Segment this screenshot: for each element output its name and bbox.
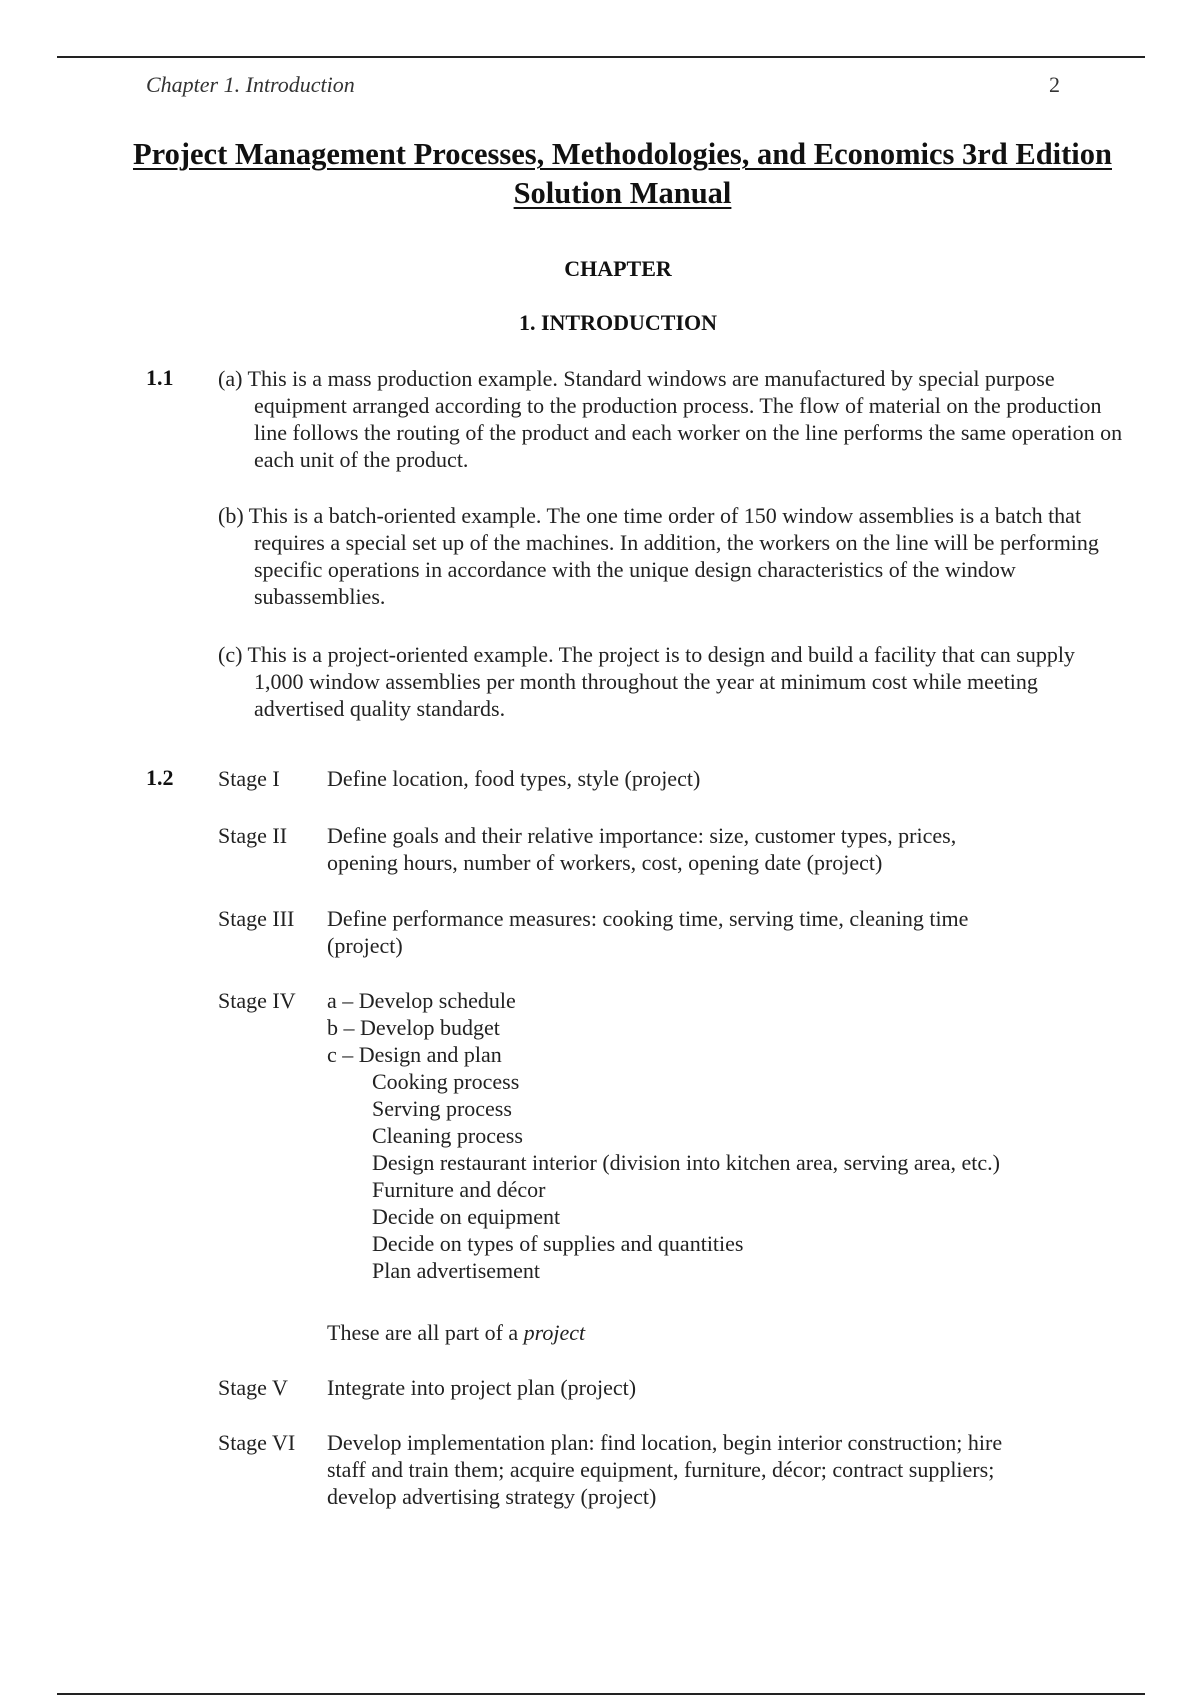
stage-6-label: Stage VI xyxy=(218,1430,296,1455)
stage-3-label: Stage III xyxy=(218,906,295,931)
stage-1-label: Stage I xyxy=(218,766,280,791)
stage-4-subitem: Cooking process xyxy=(372,1069,520,1094)
answer-1-1-a: (a) This is a mass production example. Standard windows are manufactured by special purpose equipment arranged according to the production process. The flow of material on the production line follows the routing of the product and each worker on the line performs the same operation on each unit of the product. xyxy=(218,366,1123,472)
stage-3-line-2: (project) xyxy=(327,933,403,958)
stage-4-item-c: c – Design and plan xyxy=(327,1042,502,1067)
running-head: Chapter 1. Introduction xyxy=(146,72,355,97)
stage-1-text xyxy=(327,765,1107,792)
stage-4-subitem: Cleaning process xyxy=(372,1123,523,1148)
document-title-line-2: Solution Manual xyxy=(513,176,732,210)
stage-4-label: Stage IV xyxy=(218,988,296,1013)
stage-4-subitem: Plan advertisement xyxy=(372,1258,541,1283)
stage-5-text xyxy=(327,1374,1107,1401)
question-number-1-1: 1.1 xyxy=(146,365,174,390)
stage-4-subitem: Furniture and décor xyxy=(372,1177,546,1202)
stage-4-subitem: Serving process xyxy=(372,1096,512,1121)
stage-5-line: Integrate into project plan (project) xyxy=(327,1375,637,1400)
page-number: 2 xyxy=(1049,72,1060,97)
stage-4-subitem: Design restaurant interior (division into kitchen area, serving area, etc.) xyxy=(372,1150,1000,1175)
stage-6-line-3: develop advertising strategy (project) xyxy=(327,1484,657,1509)
stage-1-line: Define location, food types, style (project) xyxy=(327,766,701,791)
header-rule xyxy=(57,56,1145,58)
stage-2-line-2: opening hours, number of workers, cost, opening date (project) xyxy=(327,850,883,875)
stage-4-summary xyxy=(327,1319,1107,1346)
stage-6-line-2: staff and train them; acquire equipment, furniture, décor; contract suppliers; xyxy=(327,1457,995,1482)
answer-1-1-c: (c) This is a project-oriented example. The project is to design and build a facility that can supply 1,000 window assemblies per month throughout the year at minimum cost while meeting advertised quality standards. xyxy=(218,642,1075,721)
stage-6-line-1: Develop implementation plan: find location, begin interior construction; hire xyxy=(327,1430,1003,1455)
stage-2-text xyxy=(327,822,1107,876)
stage-4-subitem: Decide on equipment xyxy=(372,1204,561,1229)
stage-3-text xyxy=(327,905,1107,959)
question-number-1-2: 1.2 xyxy=(146,765,174,790)
stage-4-text xyxy=(327,987,1107,1284)
chapter-label: CHAPTER xyxy=(564,256,672,281)
footer-rule xyxy=(57,1693,1145,1695)
stage-4-summary-prefix: These are all part of a xyxy=(327,1320,524,1345)
document-title-line-1: Project Management Processes, Methodologies, and Economics 3rd Edition xyxy=(132,137,1112,171)
document-title xyxy=(100,135,1145,213)
stage-6-text xyxy=(327,1429,1107,1510)
chapter-name: 1. INTRODUCTION xyxy=(518,310,718,335)
stage-2-label: Stage II xyxy=(218,823,288,848)
answer-1-1-b: (b) This is a batch-oriented example. The one time order of 150 window assemblies is a batch that requires a special set up of the machines. In addition, the workers on the line will be performing specific operations in accordance with the unique design characteristics of the window subassemblies. xyxy=(218,503,1099,609)
stage-4-summary-emphasis: project xyxy=(523,1320,586,1345)
stage-2-line-1: Define goals and their relative importance: size, customer types, prices, xyxy=(327,823,957,848)
stage-4-subitem: Decide on types of supplies and quantities xyxy=(372,1231,744,1256)
stage-4-item-a: a – Develop schedule xyxy=(327,988,516,1013)
stage-5-label: Stage V xyxy=(218,1375,288,1400)
stage-4-item-b: b – Develop budget xyxy=(327,1015,500,1040)
stage-3-line-1: Define performance measures: cooking time, serving time, cleaning time xyxy=(327,906,969,931)
